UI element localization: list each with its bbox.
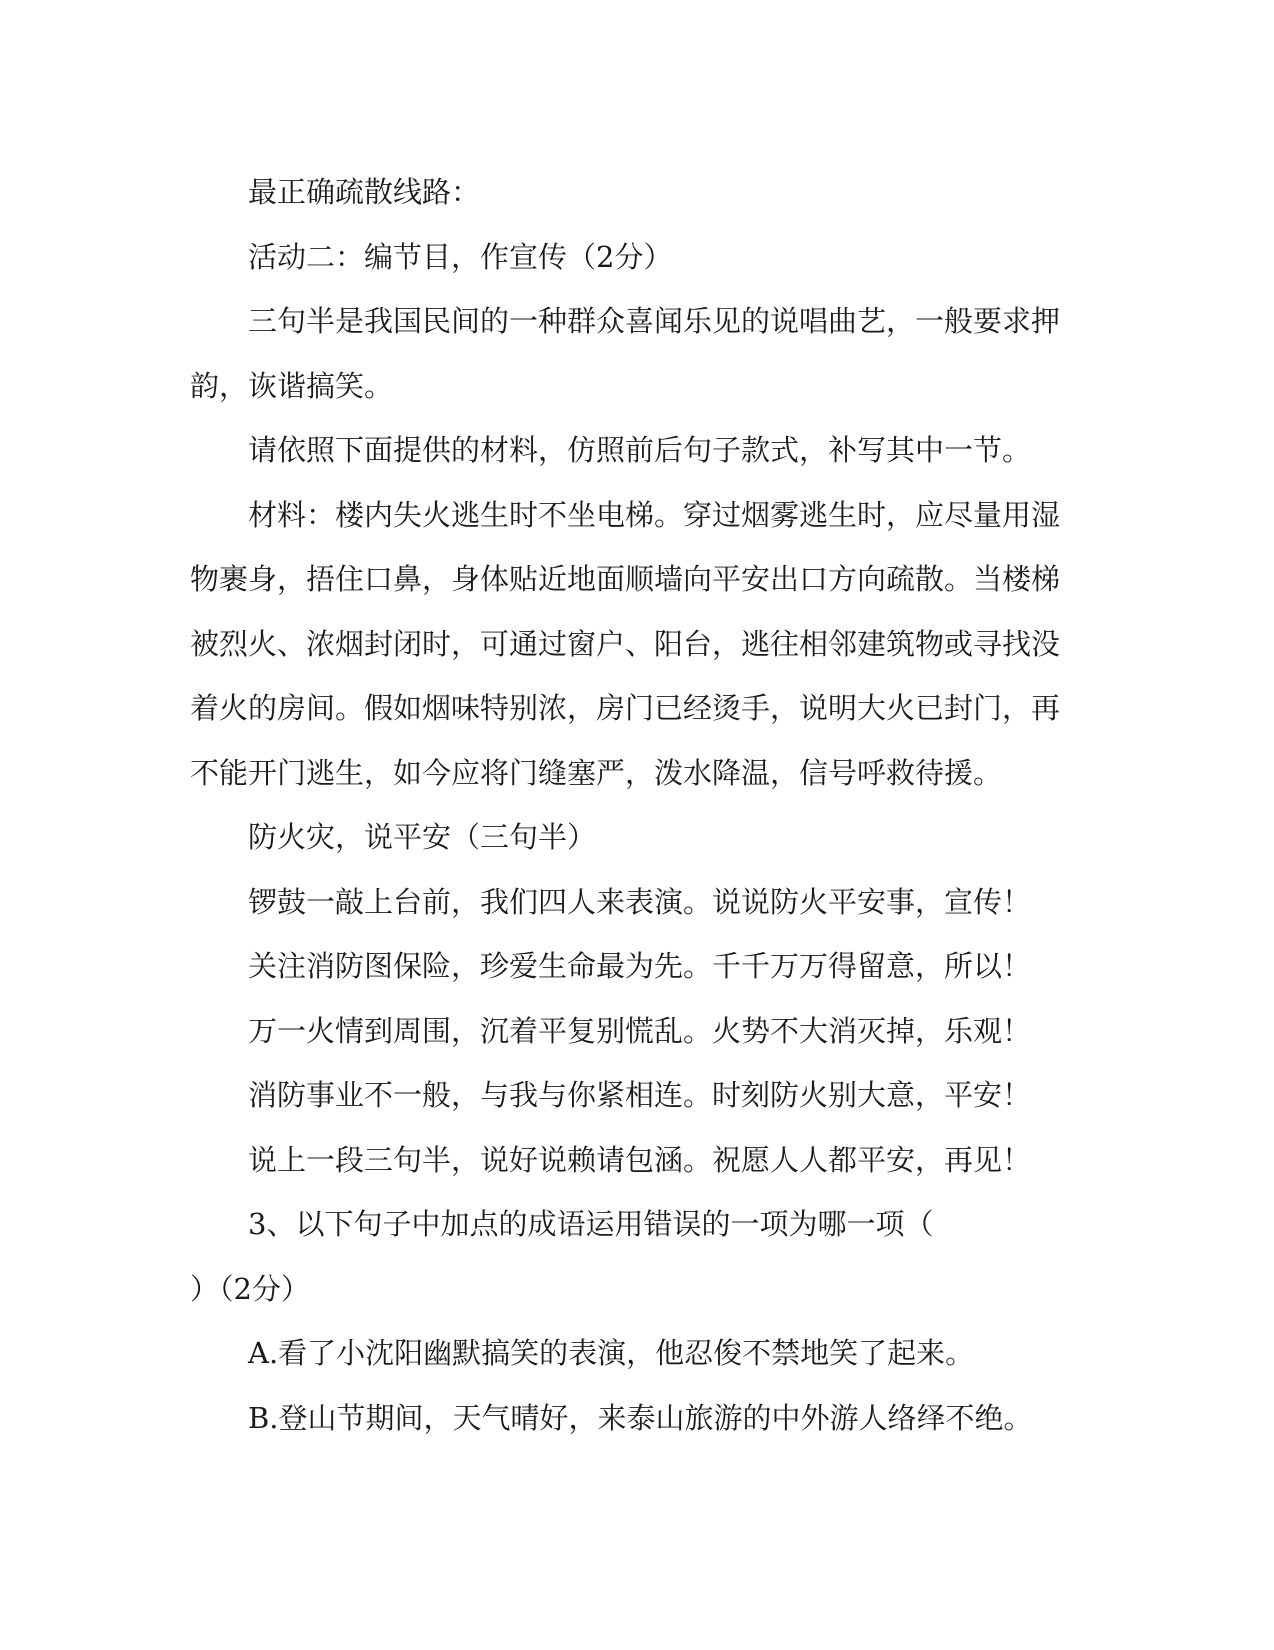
text-line: 着火的房间。假如烟味特别浓，房门已经烫手，说明大火已封门，再 — [190, 691, 1061, 725]
poem-verse-1 — [190, 870, 1070, 935]
text-line: 材料：楼内失火逃生时不坐电梯。穿过烟雾逃生时，应尽量用湿 — [248, 497, 1061, 532]
paragraph-evacuation-route — [190, 160, 1070, 225]
text-line: 韵，诙谐搞笑。 — [190, 368, 394, 403]
text-line: A.看了小沈阳幽默搞笑的表演，他忍俊不禁地笑了起来。 — [248, 1336, 975, 1370]
text-line: 不能开门逃生，如今应将门缝塞严，泼水降温，信号呼救待援。 — [190, 755, 1003, 790]
text-line: ）（2分） — [190, 1271, 310, 1306]
poem-verse-3 — [190, 999, 1070, 1064]
text-line: 三句半是我国民间的一种群众喜闻乐见的说唱曲艺，一般要求押 — [248, 304, 1061, 338]
text-line: 消防事业不一般，与我与你紧相连。时刻防火别大意，平安！ — [248, 1078, 1032, 1112]
question-3 — [190, 1192, 1070, 1321]
text-line: 3、以下句子中加点的成语运用错误的一项为哪一项（ — [248, 1207, 934, 1241]
text-line: 最正确疏散线路： — [248, 175, 481, 209]
text-line: 请依照下面提供的材料，仿照前后句子款式，补写其中一节。 — [248, 433, 1032, 467]
paragraph-sanjuban-intro — [190, 289, 1070, 418]
text-line: 说上一段三句半，说好说赖请包涵。祝愿人人都平安，再见！ — [248, 1142, 1032, 1177]
paragraph-material — [190, 483, 1070, 806]
poem-verse-4 — [190, 1063, 1070, 1128]
text-line: 活动二：编节目，作宣传（2分） — [248, 239, 673, 274]
paragraph-instruction — [190, 418, 1070, 483]
text-line: 被烈火、浓烟封闭时，可通过窗户、阳台，逃往相邻建筑物或寻找没 — [190, 626, 1061, 661]
paragraph-poem-title — [190, 805, 1070, 870]
text-line: B.登山节期间，天气晴好，来泰山旅游的中外游人络绎不绝。 — [248, 1400, 1033, 1435]
text-line: 万一火情到周围，沉着平复别慌乱。火势不大消灭掉，乐观！ — [248, 1013, 1032, 1048]
poem-verse-5 — [190, 1128, 1070, 1193]
text-line: 锣鼓一敲上台前，我们四人来表演。说说防火平安事，宣传！ — [248, 884, 1032, 919]
document-body — [190, 160, 1070, 1450]
option-b — [190, 1386, 1070, 1451]
poem-verse-2 — [190, 934, 1070, 999]
paragraph-activity-two-heading — [190, 225, 1070, 290]
option-a — [190, 1321, 1070, 1386]
text-line: 物裹身，捂住口鼻，身体贴近地面顺墙向平安出口方向疏散。当楼梯 — [190, 562, 1061, 596]
text-line: 防火灾，说平安（三句半） — [248, 820, 597, 854]
text-line: 关注消防图保险，珍爱生命最为先。千千万万得留意，所以！ — [248, 949, 1032, 983]
